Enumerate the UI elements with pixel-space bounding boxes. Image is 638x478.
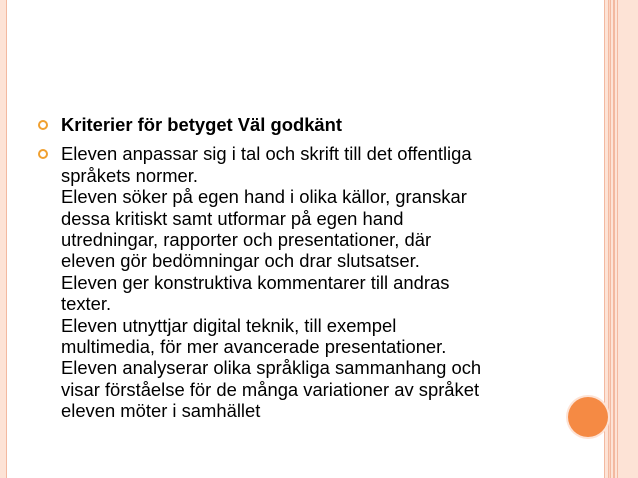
body-line: dessa kritiskt samt utformar på egen hand — [61, 207, 404, 229]
decorative-stripe — [617, 0, 638, 478]
criteria-heading: Kriterier för betyget Väl godkänt — [61, 114, 343, 135]
decorative-circle — [568, 397, 608, 437]
body-line: Eleven ger konstruktiva kommentarer till andras — [61, 271, 450, 293]
body-line: texter. — [61, 293, 112, 315]
slide-content — [38, 114, 558, 430]
criteria-body — [61, 143, 481, 421]
body-line: multimedia, för mer avancerade presentationer. — [61, 336, 447, 358]
bullet-item-heading — [38, 114, 558, 135]
body-line: språkets normer. — [61, 164, 198, 186]
body-line: utredningar, rapporter och presentationer, där — [61, 229, 432, 251]
decorative-stripe — [613, 0, 615, 478]
body-line: Eleven analyserar olika språkliga sammanhang och — [61, 357, 482, 379]
body-line: eleven gör bedömningar och drar slutsatser. — [61, 250, 420, 272]
body-line: eleven möter i samhället — [61, 400, 261, 422]
bullet-ring-icon — [38, 120, 48, 130]
bullet-ring-icon — [38, 149, 48, 159]
body-line: Eleven utnyttjar digital teknik, till exempel — [61, 314, 397, 336]
body-line: Eleven söker på egen hand i olika källor, granskar — [61, 186, 467, 208]
bullet-item-body — [38, 143, 558, 421]
body-line: visar förståelse för de många variationer av språket — [61, 378, 480, 400]
body-line: Eleven anpassar sig i tal och skrift till det offentliga — [61, 143, 472, 165]
decorative-stripe — [608, 0, 611, 478]
